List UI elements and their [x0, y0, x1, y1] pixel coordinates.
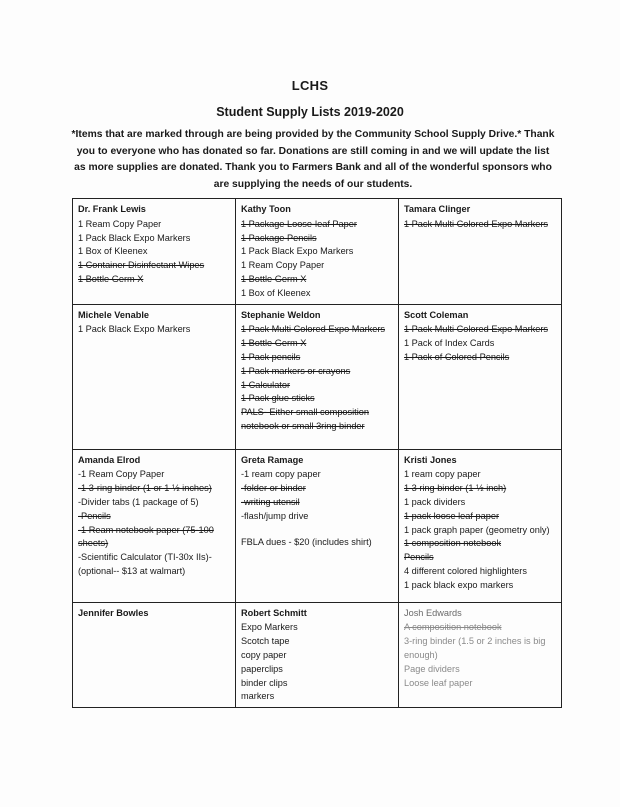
table-row: [73, 304, 562, 449]
supply-item-provided: -1 Ream notebook paper (75-100 sheets): [78, 524, 214, 549]
supply-item: Expo Markers: [241, 622, 298, 633]
teacher-name: Tamara Clinger: [404, 204, 471, 214]
teacher-cell: [236, 602, 399, 708]
supply-list-table: [72, 198, 562, 708]
supply-item: 1 pack dividers: [404, 496, 466, 507]
supply-item-provided: 1 Pack of Colored Pencils: [404, 351, 510, 362]
supply-item-provided: 1 Bottle Germ X: [241, 338, 307, 349]
supply-item: paperclips: [241, 663, 283, 674]
supply-item-provided: 1 Pack glue sticks: [241, 393, 315, 404]
teacher-name: Stephanie Weldon: [241, 309, 321, 320]
supply-item: 1 ream copy paper: [404, 469, 481, 480]
supply-item: Loose leaf paper: [404, 677, 473, 688]
table-row: [73, 199, 562, 305]
supply-item-provided: 1 Bottle Germ X: [241, 273, 307, 284]
teacher-cell: [399, 304, 562, 449]
supply-item: 1 Pack Black Expo Markers: [241, 246, 354, 257]
supply-item: -1 ream copy paper: [241, 469, 321, 480]
teacher-cell: [399, 199, 562, 305]
supply-item: 1 Pack Black Expo Markers: [78, 232, 191, 243]
org-title: LCHS: [291, 78, 329, 93]
supply-item-provided: 1 Package Pencils: [241, 232, 317, 243]
supply-item: 1 Pack of Index Cards: [404, 338, 495, 349]
supply-item-provided: 1 Pack markers or crayons: [241, 365, 351, 376]
supply-item-provided: 1 Bottle Germ X: [78, 273, 144, 284]
table-row: [73, 449, 562, 602]
teacher-name: Scott Coleman: [404, 309, 469, 320]
supply-item-provided: 1 Pack pencils: [241, 351, 301, 362]
teacher-cell: [73, 304, 236, 449]
supply-item-provided: 1 Container Disinfectant Wipes: [78, 260, 205, 271]
supply-item-provided: -Pencils: [78, 510, 111, 521]
supply-item-provided: PALS- Either small composition notebook or small 3ring binder: [241, 407, 369, 431]
supply-item: -Scientific Calculator (TI-30x IIs)-(optional-- $13 at walmart): [78, 552, 212, 576]
supply-item: 1 pack black expo markers: [404, 579, 514, 590]
supply-item-provided: -1 3-ring binder (1 or 1 ½ inches): [78, 483, 212, 494]
teacher-name: Jennifer Bowles: [78, 607, 149, 618]
supply-item-provided: 1 Package Loose-leaf Paper: [241, 218, 357, 229]
teacher-cell: [399, 602, 562, 708]
teacher-cell: [236, 199, 399, 305]
teacher-cell: [236, 449, 399, 602]
teacher-name: Michele Venable: [78, 309, 149, 320]
teacher-name: Kristi Jones: [404, 454, 457, 465]
supply-item: -1 Ream Copy Paper: [78, 469, 165, 480]
supply-item-provided: -writing utensil: [241, 496, 300, 507]
supply-item-provided: 1 Pack Multi Colored Expo Markers: [404, 324, 548, 335]
teacher-cell: [399, 449, 562, 602]
supply-item: Scotch tape: [241, 636, 290, 647]
teacher-cell: [73, 199, 236, 305]
supply-item: 4 different colored highlighters: [404, 565, 527, 576]
supply-item: 1 Ream Copy Paper: [78, 218, 162, 229]
document-title: Student Supply Lists 2019-2020: [216, 105, 404, 119]
teacher-name: Josh Edwards: [404, 607, 462, 618]
teacher-name: Greta Ramage: [241, 454, 304, 465]
supply-item: -flash/jump drive: [241, 510, 309, 521]
supply-item-provided: 1 Pack Multi Colored Expo Markers: [404, 218, 548, 229]
teacher-cell: [73, 602, 236, 708]
supply-note: FBLA dues - $20 (includes shirt): [241, 536, 372, 547]
supply-item-provided: 1 pack loose leaf paper: [404, 510, 500, 521]
supply-item: binder clips: [241, 677, 288, 688]
supply-item-provided: 1 Calculator: [241, 379, 291, 390]
teacher-name: Robert Schmitt: [241, 607, 307, 618]
supply-item: markers: [241, 691, 275, 702]
teacher-name: Kathy Toon: [241, 204, 291, 214]
supply-item-provided: 1 Pack Multi Colored Expo Markers: [241, 324, 385, 335]
teacher-cell: [236, 304, 399, 449]
supply-item: copy paper: [241, 649, 287, 660]
donation-notice: *Items that are marked through are being provided by the Community School Supply Drive.* Thank you to everyone who has donated so far. Donations are still coming in and we will update the list as more supplies are donated. Thank you to Farmers Bank and all of the wonderful sponsors who are supplying the needs of our students.: [71, 129, 555, 190]
teacher-name: Amanda Elrod: [78, 454, 141, 465]
supply-item: 1 Pack Black Expo Markers: [78, 324, 191, 335]
supply-item-provided: 1 composition notebook: [404, 538, 502, 549]
teacher-cell: [73, 449, 236, 602]
supply-item: 1 Box of Kleenex: [241, 287, 311, 298]
supply-item: 3-ring binder (1.5 or 2 inches is big enough): [404, 636, 546, 660]
supply-item-provided: -folder or binder: [241, 483, 306, 494]
teacher-name: Dr. Frank Lewis: [78, 204, 146, 214]
supply-item: -Divider tabs (1 package of 5): [78, 496, 199, 507]
supply-item: 1 Box of Kleenex: [78, 246, 148, 257]
supply-item: Page dividers: [404, 663, 460, 674]
supply-item-provided: Pencils: [404, 552, 434, 563]
supply-item: 1 Ream Copy Paper: [241, 260, 325, 271]
supply-item-provided: A composition notebook: [404, 622, 502, 633]
supply-item: 1 pack graph paper (geometry only): [404, 524, 550, 535]
table-row: [73, 602, 562, 708]
supply-item-provided: 1 3 ring binder (1 ½ inch): [404, 483, 507, 494]
